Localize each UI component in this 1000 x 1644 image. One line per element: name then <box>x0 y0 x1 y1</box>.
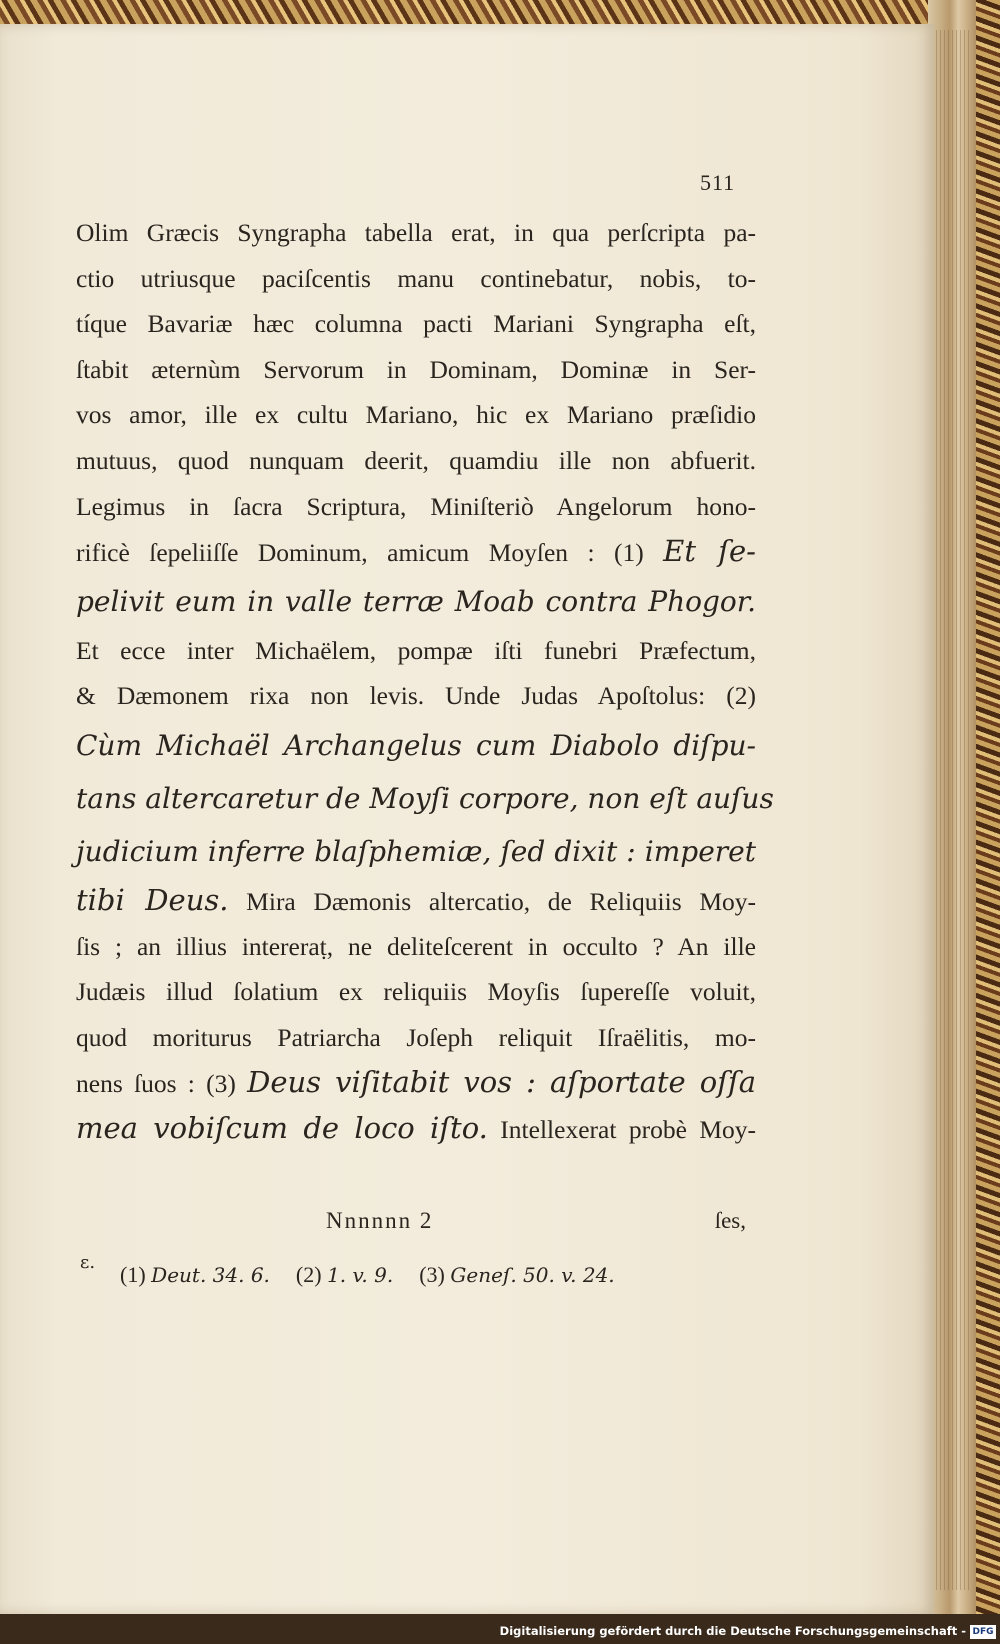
dfg-logo: DFG <box>970 1625 996 1639</box>
text-line: mutuus, quod nunquam deerit, quamdiu ille non abfuerit. <box>76 445 756 475</box>
italic-quote-line: Cùm Michaël Archangelus cum Diabolo diſpu- <box>76 728 756 762</box>
text-line: tibi Deus. Mira Dæmonis altercatio, de Reliquiis Moy- <box>76 882 756 917</box>
text-line: vos amor, ille ex cultu Mariano, hic ex Mariano præſidio <box>76 400 756 430</box>
italic-quote: tibi Deus. <box>76 882 229 917</box>
text-line: Legimus in ſacra Scriptura, Miniſteriò Angelorum hono- <box>76 491 756 521</box>
footnote: (2) 1. v. 9. <box>295 1262 394 1287</box>
text-line: Olim Græcis Syngrapha tabella erat, in qua perſcripta pa- <box>76 218 756 247</box>
text-line: ſis ; an illius intereraṭ, ne deliteſcerent in occulto ? An ille <box>76 931 756 961</box>
marbled-cover-right <box>976 0 1000 1644</box>
credit-text: Digitalisierung gefördert durch die Deutsche Forschungsgemeinschaft - <box>499 1624 966 1638</box>
italic-quote: mea vobiſcum de loco iſto. <box>76 1110 488 1145</box>
page-number: 511 <box>700 170 736 195</box>
text-line: & Dæmonem rixa non levis. Unde Judas Apoſtolus: (2) <box>76 681 756 711</box>
italic-quote-line: tans altercaretur de Moyſi corpore, non eſt auſus <box>76 781 774 815</box>
catchword: ſes, <box>714 1208 746 1233</box>
text-line: nens ſuos : (3) Deus viſitabit vos : aſportate oſſa <box>76 1065 756 1100</box>
text-line: rificè ſepeliiſſe Dominum, amicum Moyſen : (1) Et ſe- <box>76 534 756 569</box>
text-line: Et ecce inter Michaëlem, pompæ iſti funebri Præfectum, <box>76 635 756 665</box>
text-line: ſtabit æternùm Servorum in Dominam, Dominæ in Ser- <box>76 354 756 384</box>
text-line: ctio utriusque paciſcentis manu continebatur, nobis, to- <box>76 263 756 293</box>
signature-row <box>76 1208 756 1248</box>
footnotes <box>120 1262 740 1302</box>
footnote: (1) Deut. 34. 6. <box>120 1262 270 1287</box>
footnote-mark: ɛ. <box>80 1252 96 1273</box>
italic-quote: Et ſe- <box>663 534 756 569</box>
text-line: tíque Bavariæ hæc columna pacti Mariani Syngrapha eſt, <box>76 309 756 339</box>
text-line: mea vobiſcum de loco iſto. Intellexerat probè Moy- <box>76 1110 756 1145</box>
text-line: Judæis illud ſolatium ex reliquiis Moyſis ſupereſſe voluit, <box>76 977 756 1007</box>
signature-mark: Nnnnnn 2 <box>326 1208 434 1233</box>
italic-quote: Deus viſitabit vos : aſportate oſſa <box>247 1065 756 1100</box>
text-line: quod moriturus Patriarcha Joſeph reliquit Iſraëlitis, mo- <box>76 1022 756 1052</box>
page-edge-lines <box>932 30 972 1590</box>
footnote: (3) Geneſ. 50. v. 24. <box>419 1262 615 1287</box>
italic-quote-line: pelivit eum in valle terræ Moab contra Phogor. <box>76 584 756 618</box>
italic-quote-line: judicium inferre blaſphemiæ, ſed dixit : imperet <box>76 834 756 868</box>
body-text <box>76 210 774 1152</box>
